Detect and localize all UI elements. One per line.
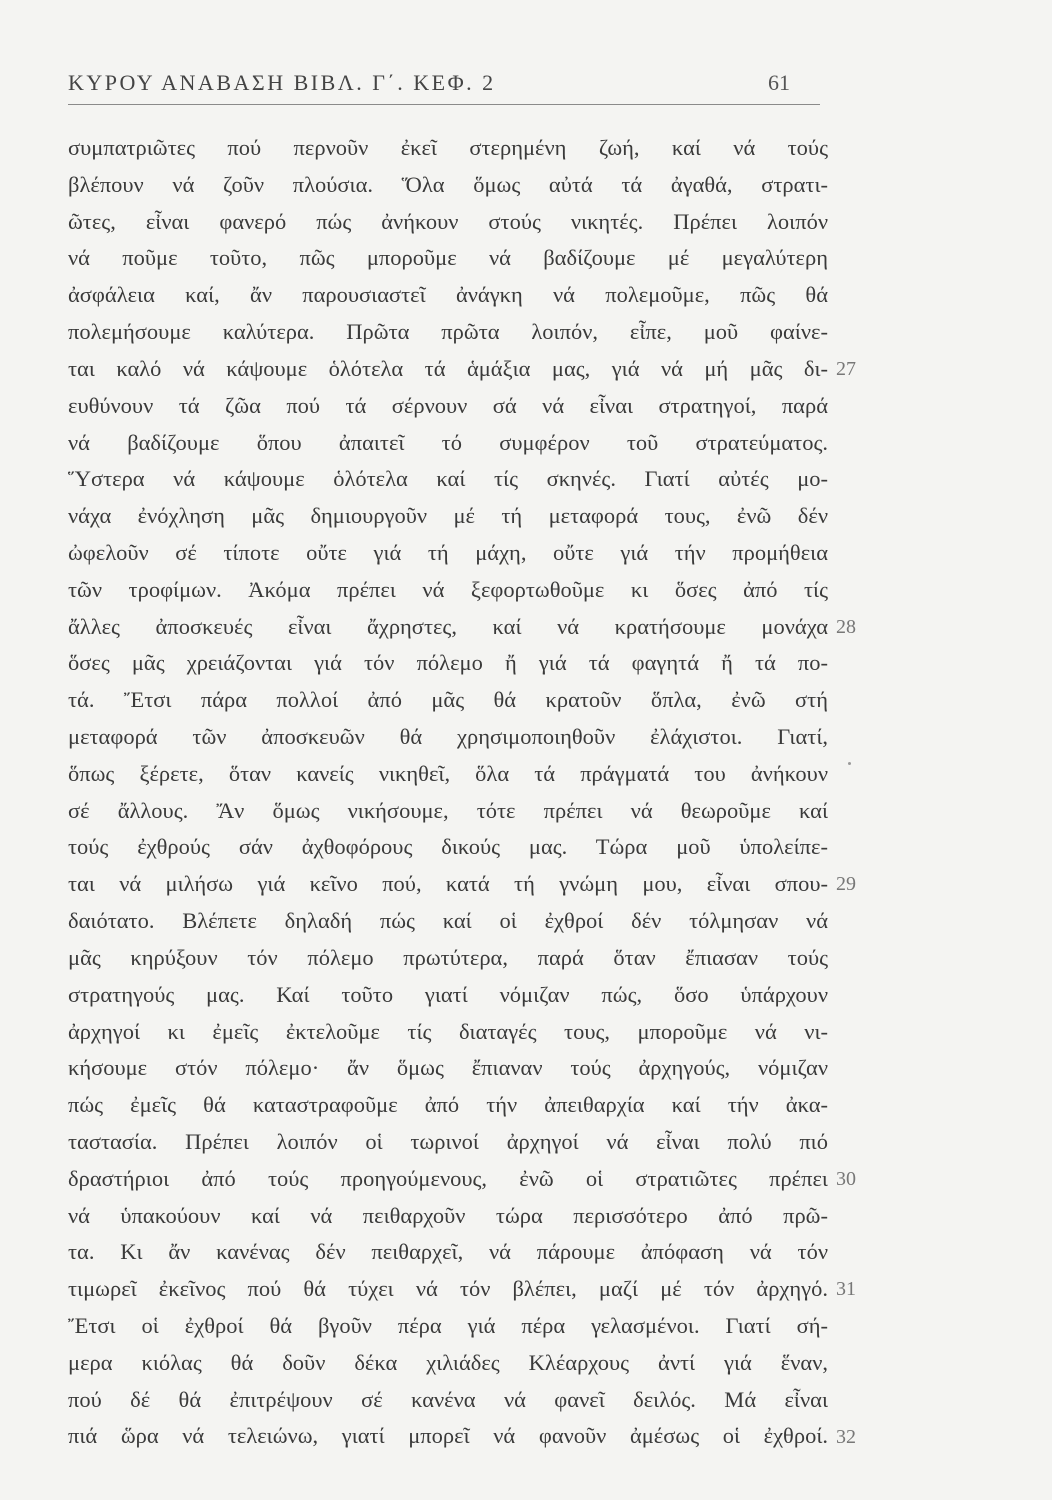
- text-line: κήσουμε στόν πόλεμο· ἄν ὅμως ἔπιαναν τούς ἀρχηγούς, νόμιζαν: [68, 1055, 828, 1081]
- text-line: νά βαδίζουμε ὅπου ἀπαιτεῖ τό συμφέρον τοῦ στρατεύματος.: [68, 429, 828, 455]
- text-line: τῶν τροφίμων. Ἀκόμα πρέπει νά ξεφορτωθοῦμε κι ὅσες ἀπό τίς: [68, 576, 828, 602]
- page-number: 61: [768, 70, 790, 95]
- text-line: ὅπως ξέρετε, ὅταν κανείς νικηθεῖ, ὅλα τά πράγματά του ἀνήκουν: [68, 760, 828, 786]
- header-rule: [68, 104, 820, 105]
- running-title: ΚΥΡΟΥ ΑΝΑΒΑΣΗ ΒΙΒΛ. Γ΄. ΚΕΦ. 2: [68, 70, 496, 95]
- text-line: πιά ὥρα νά τελειώνω, γιατί μπορεῖ νά φανοῦν ἀμέσως οἱ ἐχθροί.: [68, 1423, 828, 1449]
- text-line: μεταφορά τῶν ἀποσκευῶν θά χρησιμοποιηθοῦν ἐλάχιστοι. Γιατί,: [68, 724, 828, 749]
- text-line: τιμωρεῖ ἐκεῖνος πού θά τύχει νά τόν βλέπει, μαζί μέ τόν ἀρχηγό.: [68, 1276, 828, 1302]
- text-line: Ὕστερα νά κάψουμε ὁλότελα καί τίς σκηνές. Γιατί αὐτές μο-: [68, 466, 828, 492]
- text-line: ἀρχηγοί κι ἐμεῖς ἐκτελοῦμε τίς διαταγές τους, μποροῦμε νά νι-: [68, 1018, 828, 1044]
- text-line: τούς ἐχθρούς σάν ἀχθοφόρους δικούς μας. Τώρα μοῦ ὑπολείπε-: [68, 834, 828, 860]
- text-line: ὅσες μᾶς χρειάζονται γιά τόν πόλεμο ἤ γιά τά φαγητά ἤ τά πο-: [68, 650, 828, 676]
- margin-dot: [848, 762, 851, 765]
- body-text: [68, 130, 828, 1455]
- text-line: μᾶς κηρύξουν τόν πόλεμο πρωτύτερα, παρά ὅταν ἔπιασαν τούς: [68, 944, 828, 970]
- text-line: ἀσφάλεια καί, ἄν παρουσιαστεῖ ἀνάγκη νά πολεμοῦμε, πῶς θά: [68, 282, 828, 308]
- text-line: τα. Κι ἄν κανένας δέν πειθαρχεῖ, νά πάρουμε ἀπόφαση νά τόν: [68, 1239, 828, 1265]
- text-line: νάχα ἐνόχληση μᾶς δημιουργοῦν μέ τή μεταφορά τους, ἐνῶ δέν: [68, 503, 828, 529]
- text-line: στρατηγούς μας. Καί τοῦτο γιατί νόμιζαν πώς, ὅσο ὑπάρχουν: [68, 981, 828, 1007]
- section-number: 27: [836, 357, 856, 380]
- text-line: ται νά μιλήσω γιά κεῖνο πού, κατά τή γνώμη μου, εἶναι σπου-: [68, 871, 828, 897]
- text-line: τά. Ἔτσι πάρα πολλοί ἀπό μᾶς θά κρατοῦν ὅπλα, ἐνῶ στή: [68, 687, 828, 713]
- text-line: μερα κιόλας θά δοῦν δέκα χιλιάδες Κλέαρχους ἀντί γιά ἕναν,: [68, 1349, 828, 1375]
- text-line: σέ ἄλλους. Ἄν ὅμως νικήσουμε, τότε πρέπει νά θεωροῦμε καί: [68, 797, 828, 823]
- text-line: ἄλλες ἀποσκευές εἶναι ἄχρηστες, καί νά κρατήσουμε μονάχα: [68, 613, 828, 639]
- text-line: πολεμήσουμε καλύτερα. Πρῶτα πρῶτα λοιπόν, εἶπε, μοῦ φαίνε-: [68, 319, 828, 345]
- section-number: 28: [836, 615, 856, 638]
- text-line: Ἔτσι οἱ ἐχθροί θά βγοῦν πέρα γιά πέρα γελασμένοι. Γιατί σή-: [68, 1313, 828, 1338]
- text-line: νά ποῦμε τοῦτο, πῶς μποροῦμε νά βαδίζουμε μέ μεγαλύτερη: [68, 245, 828, 271]
- text-line: πού δέ θά ἐπιτρέψουν σέ κανένα νά φανεῖ δειλός. Μά εἶναι: [68, 1386, 828, 1412]
- text-line: βλέπουν νά ζοῦν πλούσια. Ὅλα ὅμως αὐτά τά ἀγαθά, στρατι-: [68, 171, 828, 197]
- text-line: νά ὑπακούουν καί νά πειθαρχοῦν τώρα περισσότερο ἀπό πρῶ-: [68, 1202, 828, 1228]
- text-line: ὠφελοῦν σέ τίποτε οὔτε γιά τή μάχη, οὔτε γιά τήν προμήθεια: [68, 539, 828, 565]
- text-line: δραστήριοι ἀπό τούς προηγούμενους, ἐνῶ οἱ στρατιῶτες πρέπει: [68, 1165, 828, 1191]
- text-line: ται καλό νά κάψουμε ὁλότελα τά ἁμάξια μας, γιά νά μή μᾶς δι-: [68, 355, 828, 381]
- text-line: ῶτες, εἶναι φανερό πώς ἀνήκουν στούς νικητές. Πρέπει λοιπόν: [68, 208, 828, 234]
- text-line: ευθύνουν τά ζῶα πού τά σέρνουν σά νά εἶναι στρατηγοί, παρά: [68, 392, 828, 418]
- text-line: συμπατριῶτες πού περνοῦν ἐκεῖ στερημένη ζωή, καί νά τούς: [68, 135, 828, 160]
- section-number: 31: [836, 1278, 856, 1301]
- section-number: 30: [836, 1167, 856, 1190]
- text-line: ταστασία. Πρέπει λοιπόν οἱ τωρινοί ἀρχηγοί νά εἶναι πολύ πιό: [68, 1128, 828, 1154]
- text-line: δαιότατο. Βλέπετε δηλαδή πώς καί οἱ ἐχθροί δέν τόλμησαν νά: [68, 908, 828, 934]
- section-number: 32: [836, 1425, 856, 1448]
- text-line: πώς ἐμεῖς θά καταστραφοῦμε ἀπό τήν ἀπειθαρχία καί τήν ἀκα-: [68, 1092, 828, 1118]
- section-number: 29: [836, 873, 856, 896]
